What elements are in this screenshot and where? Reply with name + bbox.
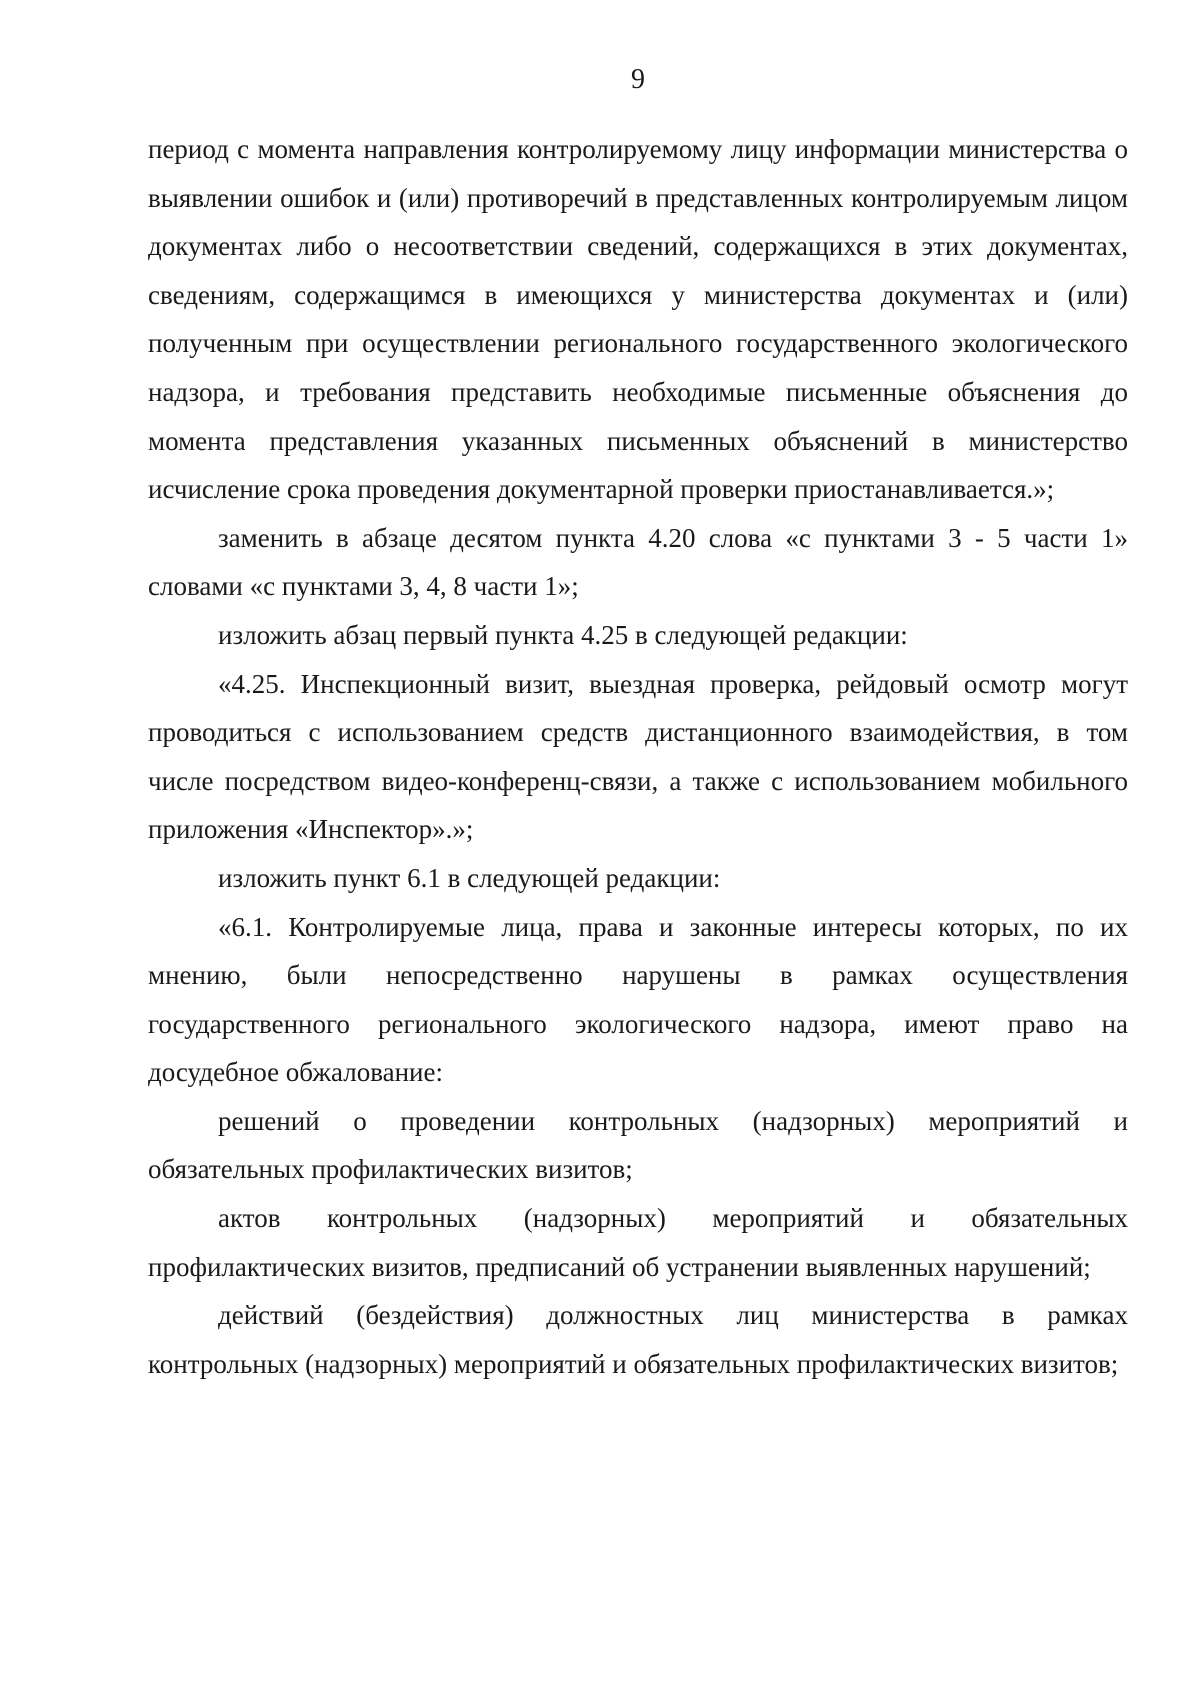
paragraph-continuation: период с момента направления контролируемому лицу информации министерства о выявлении ошибок и (или) противоречий в представленных контролируемым лицом документах либо о несоответствии сведений, содержащихся в этих документах, сведениям, содержащимся в имеющихся у министерства документах и (или) полученным при осуществлении регионального государственного экологического надзора, и требования представить необходимые письменные объяснения до момента представления указанных письменных объяснений в министерство исчисление срока проведения документарной проверки приостанавливается.»;	[148, 134, 1128, 505]
paragraph-list-item-acts: актов контрольных (надзорных) мероприятий и обязательных профилактических визитов, предписаний об устранении выявленных нарушений;	[148, 1203, 1128, 1282]
paragraph-clause-6-1: «6.1. Контролируемые лица, права и законные интересы которых, по их мнению, были непосредственно нарушены в рамках осуществления государственного регионального экологического надзора, имеют право на досудебное обжалование:	[148, 911, 1128, 1088]
paragraph-amendment-4-20: заменить в абзаце десятом пункта 4.20 слова «с пунктами 3 - 5 части 1» словами «с пунктами 3, 4, 8 части 1»;	[148, 522, 1128, 602]
paragraph-instruction-6-1: изложить пункт 6.1 в следующей редакции:	[218, 862, 721, 893]
document-body	[148, 125, 1128, 1388]
paragraph-clause-4-25: «4.25. Инспекционный визит, выездная проверка, рейдовый осмотр могут проводиться с использованием средств дистанционного взаимодействия, в том числе посредством видео-конференц-связи, а также с использованием мобильного приложения «Инспектор».»;	[148, 668, 1128, 845]
paragraph-list-item-actions: действий (бездействия) должностных лиц министерства в рамках контрольных (надзорных) мероприятий и обязательных профилактических визитов;	[148, 1300, 1128, 1379]
paragraph-instruction-4-25: изложить абзац первый пункта 4.25 в следующей редакции:	[218, 619, 908, 650]
paragraph-list-item-decisions: решений о проведении контрольных (надзорных) мероприятий и обязательных профилактических визитов;	[148, 1105, 1128, 1185]
page-number: 9	[631, 64, 645, 95]
